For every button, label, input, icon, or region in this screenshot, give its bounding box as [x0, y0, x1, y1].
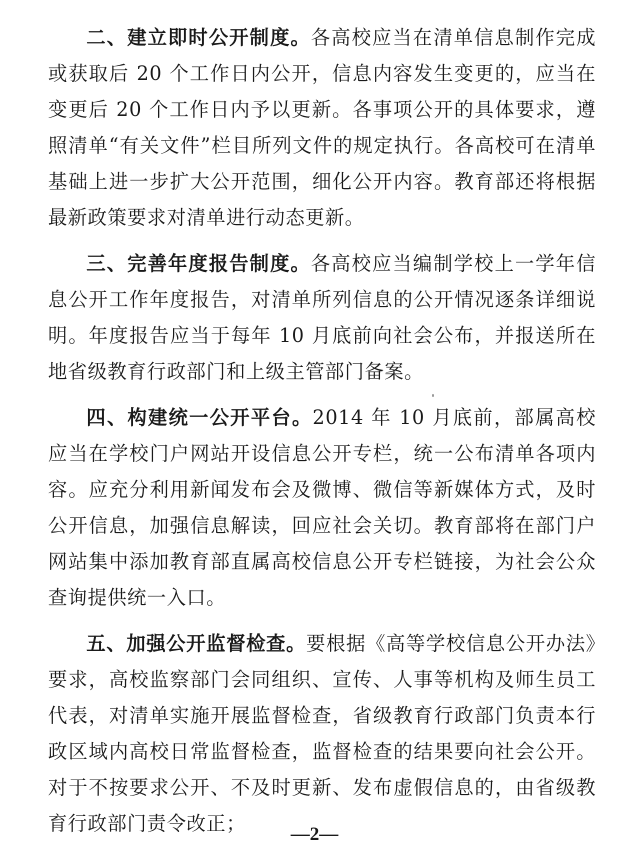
section-5-paragraph: [48, 626, 596, 842]
section-3-paragraph: [48, 246, 596, 390]
section-4-heading: 四、构建统一公开平台。: [86, 406, 313, 429]
section-3-heading: 三、完善年度报告制度。: [86, 252, 311, 275]
section-2-paragraph: [48, 20, 596, 236]
section-4-paragraph: [48, 400, 596, 616]
section-5-text: 要根据《高等学校信息公开办法》要求，高校监察部门会同组织、宣传、人事等机构及师生员工代表，对清单实施开展监督检查，省级教育行政部门负责本行政区域内高校日常监督检查，监督检查的结果要向社会公开。对于不按要求公开、不及时更新、发布虚假信息的，由省级教育行政部门责令改正；: [48, 632, 596, 835]
section-3-text: 各高校应当编制学校上一学年信息公开工作年度报告，对清单所列信息的公开情况逐条详细说明。年度报告应当于每年 10 月底前向社会公布，并报送所在地省级教育行政部门和上级主管部门备案。: [48, 252, 596, 383]
section-5-heading: 五、加强公开监督检查。: [86, 632, 307, 655]
scan-speck: [432, 394, 434, 397]
section-4-text: 2014 年 10 月底前，部属高校应当在学校门户网站开设信息公开专栏，统一公布清单各项内容。应充分利用新闻发布会及微博、微信等新媒体方式，及时公开信息，加强信息解读，回应社会关切。教育部将在部门户网站集中添加教育部直属高校信息公开专栏链接，为社会公众查询提供统一入口。: [48, 406, 596, 609]
section-2-heading: 二、建立即时公开制度。: [86, 26, 311, 49]
document-body: [48, 20, 596, 852]
page-number: —2—: [290, 824, 339, 845]
section-2-text: 各高校应当在清单信息制作完成或获取后 20 个工作日内公开，信息内容发生变更的，应当在变更后 20 个工作日内予以更新。各事项公开的具体要求，遵照清单“有关文件”栏目所列文件的规定执行。各高校可在清单基础上进一步扩大公开范围，细化公开内容。教育部还将根据最新政策要求对清单进行动态更新。: [48, 26, 596, 229]
